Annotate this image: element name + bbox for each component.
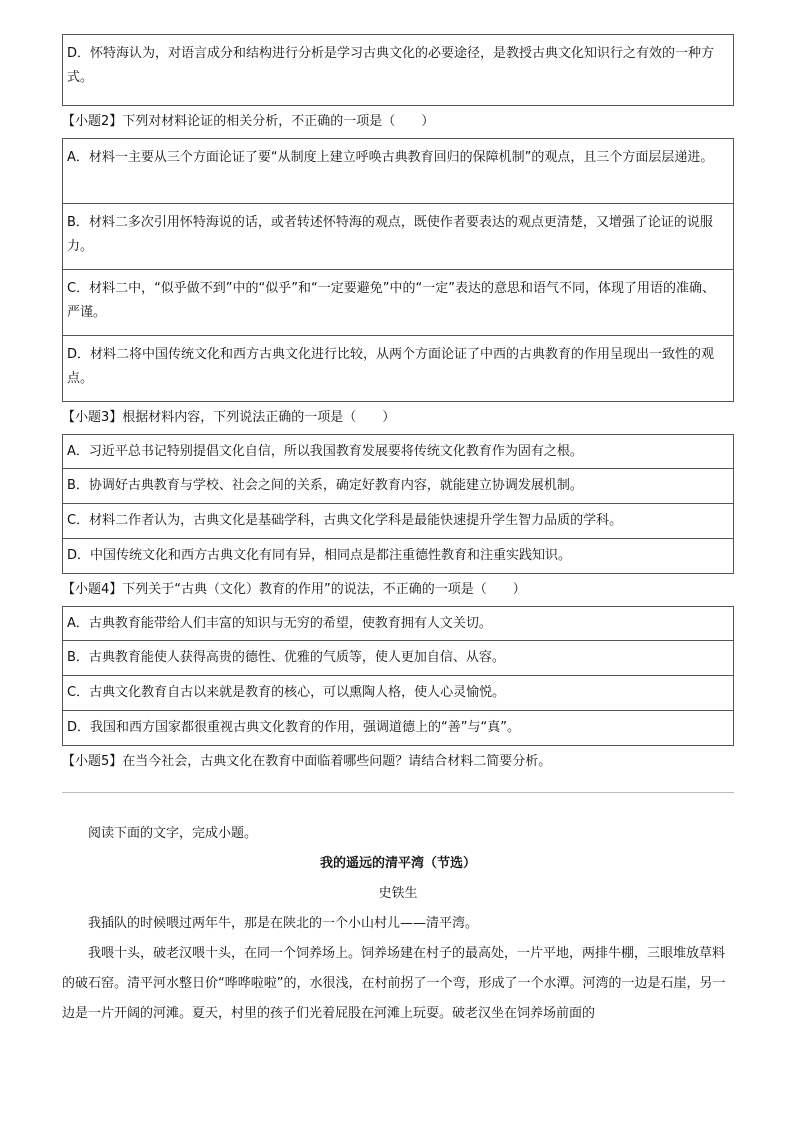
q4-option-d: D．我国和西方国家都很重视古典文化教育的作用，强调道德上的“善”与“真”。: [62, 711, 734, 746]
q2-option-c: C．材料二中，“似乎做不到”中的“似乎”和“一定要避免”中的“一定”表达的意思和语气不同，体现了用语的准确、严谨。: [62, 270, 734, 336]
question-5-head: 【小题5】在当今社会，古典文化在教育中面临着哪些问题？请结合材料二简要分析。: [62, 754, 552, 769]
passage-paragraph: 我喂十头，破老汉喂十头，在同一个饲养场上。饲养场建在村子的最高处，一片平地，两排牛棚，三眼堆放草料的破石窑。清平河水整日价“哗哗啦啦”的，水很浅，在村前拐了一个弯，形成了一个水潭。河湾的一边是石崖，另一边是一片开阔的河滩。夏天，村里的孩子们光着屁股在河滩上玩耍。破老汉坐在饲养场前面的: [62, 946, 726, 1021]
q3-option-b: B．协调好古典教育与学校、社会之间的关系，确定好教育内容，就能建立协调发展机制。: [62, 469, 734, 504]
q1-option-d: D．怀特海认为，对语言成分和结构进行分析是学习古典文化的必要途径，是教授古典文化知识行之有效的一种方式。: [62, 34, 734, 106]
q4-option-a: A．古典教育能带给人们丰富的知识与无穷的希望，使教育拥有人文关切。: [62, 606, 734, 641]
question-3-head: 【小题3】根据材料内容，下列说法正确的一项是（ ）: [62, 410, 396, 425]
q2-option-b: B．材料二多次引用怀特海说的话，或者转述怀特海的观点，既使作者要表达的观点更清楚，又增强了论证的说服力。: [62, 204, 734, 270]
passage-author: 史铁生: [378, 886, 418, 901]
q2-option-a: A．材料一主要从三个方面论证了要“从制度上建立呼唤古典教育回归的保障机制”的观点，且三个方面层层递进。: [62, 138, 734, 204]
q3-option-d: D．中国传统文化和西方古典文化有同有异，相同点是都注重德性教育和注重实践知识。: [62, 539, 734, 574]
question-2-head: 【小题2】下列对材料论证的相关分析，不正确的一项是（ ）: [62, 114, 435, 129]
q3-option-c: C．材料二作者认为，古典文化是基础学科，古典文化学科是最能快速提升学生智力品质的学科。: [62, 504, 734, 539]
q4-option-c: C．古典文化教育自古以来就是教育的核心，可以熏陶人格，使人心灵愉悦。: [62, 676, 734, 711]
passage-title: 我的遥远的清平湾（节选）: [319, 856, 476, 871]
document-page: [62, 34, 734, 1029]
reading-instruction: 阅读下面的文字，完成小题。: [88, 826, 258, 841]
q4-option-b: B．古典教育能使人获得高贵的德性、优雅的气质等，使人更加自信、从容。: [62, 641, 734, 676]
question-4-head: 【小题4】下列关于“古典（文化）教育的作用”的说法，不正确的一项是（ ）: [62, 582, 526, 597]
q2-option-d: D．材料二将中国传统文化和西方古典文化进行比较，从两个方面论证了中西的古典教育的作用呈现出一致性的观点。: [62, 336, 734, 402]
q3-option-a: A．习近平总书记特别提倡文化自信，所以我国教育发展要将传统文化教育作为固有之根。: [62, 434, 734, 469]
passage-paragraph: 我插队的时候喂过两年牛，那是在陕北的一个小山村儿——清平湾。: [88, 916, 479, 931]
